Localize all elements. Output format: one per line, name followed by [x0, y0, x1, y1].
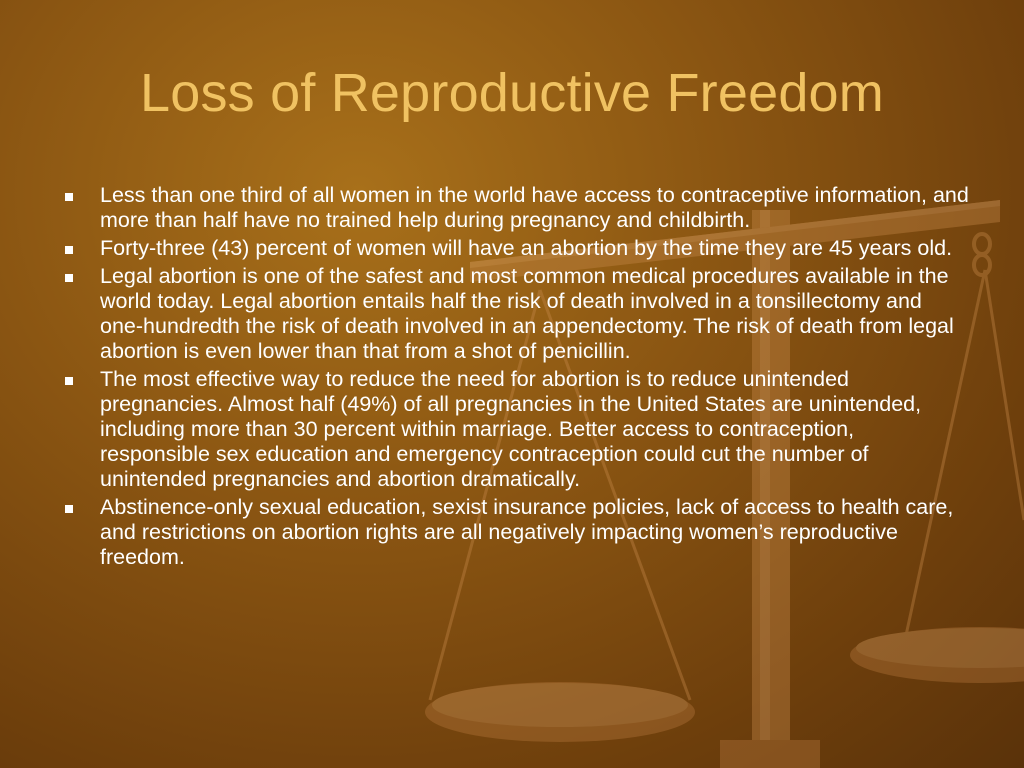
bullet-text: Forty-three (43) percent of women will have an abortion by the time they are 45 years old.: [100, 236, 953, 260]
bullet-item: [60, 495, 970, 570]
bullet-item: [60, 183, 970, 233]
bullet-item: [60, 264, 970, 364]
square-bullet-icon: [65, 246, 73, 254]
bullet-text: Abstinence-only sexual education, sexist insurance policies, lack of access to health care, and restrictions on abortion rights are all negatively impacting women’s reproductive freedom.: [100, 495, 954, 569]
square-bullet-icon: [65, 377, 73, 385]
bullet-item: [60, 367, 970, 492]
square-bullet-icon: [65, 193, 73, 201]
bullet-text: Less than one third of all women in the world have access to contraceptive information, and more than half have no trained help during pregnancy and childbirth.: [100, 183, 969, 232]
square-bullet-icon: [65, 505, 73, 513]
bullet-item: [60, 236, 970, 261]
bullet-text: The most effective way to reduce the need for abortion is to reduce unintended pregnancies. Almost half (49%) of all pregnancies in the United States are unintended, including more than 30 percent within marriage. Better access to contraception, responsible sex education and emergency contraception could cut the number of unintended pregnancies and abortion dramatically.: [100, 367, 922, 491]
square-bullet-icon: [65, 274, 73, 282]
bullet-text: Legal abortion is one of the safest and most common medical procedures available in the world today. Legal abortion entails half the risk of death involved in a tonsillectomy and one-hundredth the risk of death involved in an appendectomy. The risk of death from legal abortion is even lower than that from a shot of penicillin.: [100, 264, 954, 363]
slide-title: Loss of Reproductive Freedom: [140, 63, 884, 123]
bullet-list: [60, 183, 970, 573]
